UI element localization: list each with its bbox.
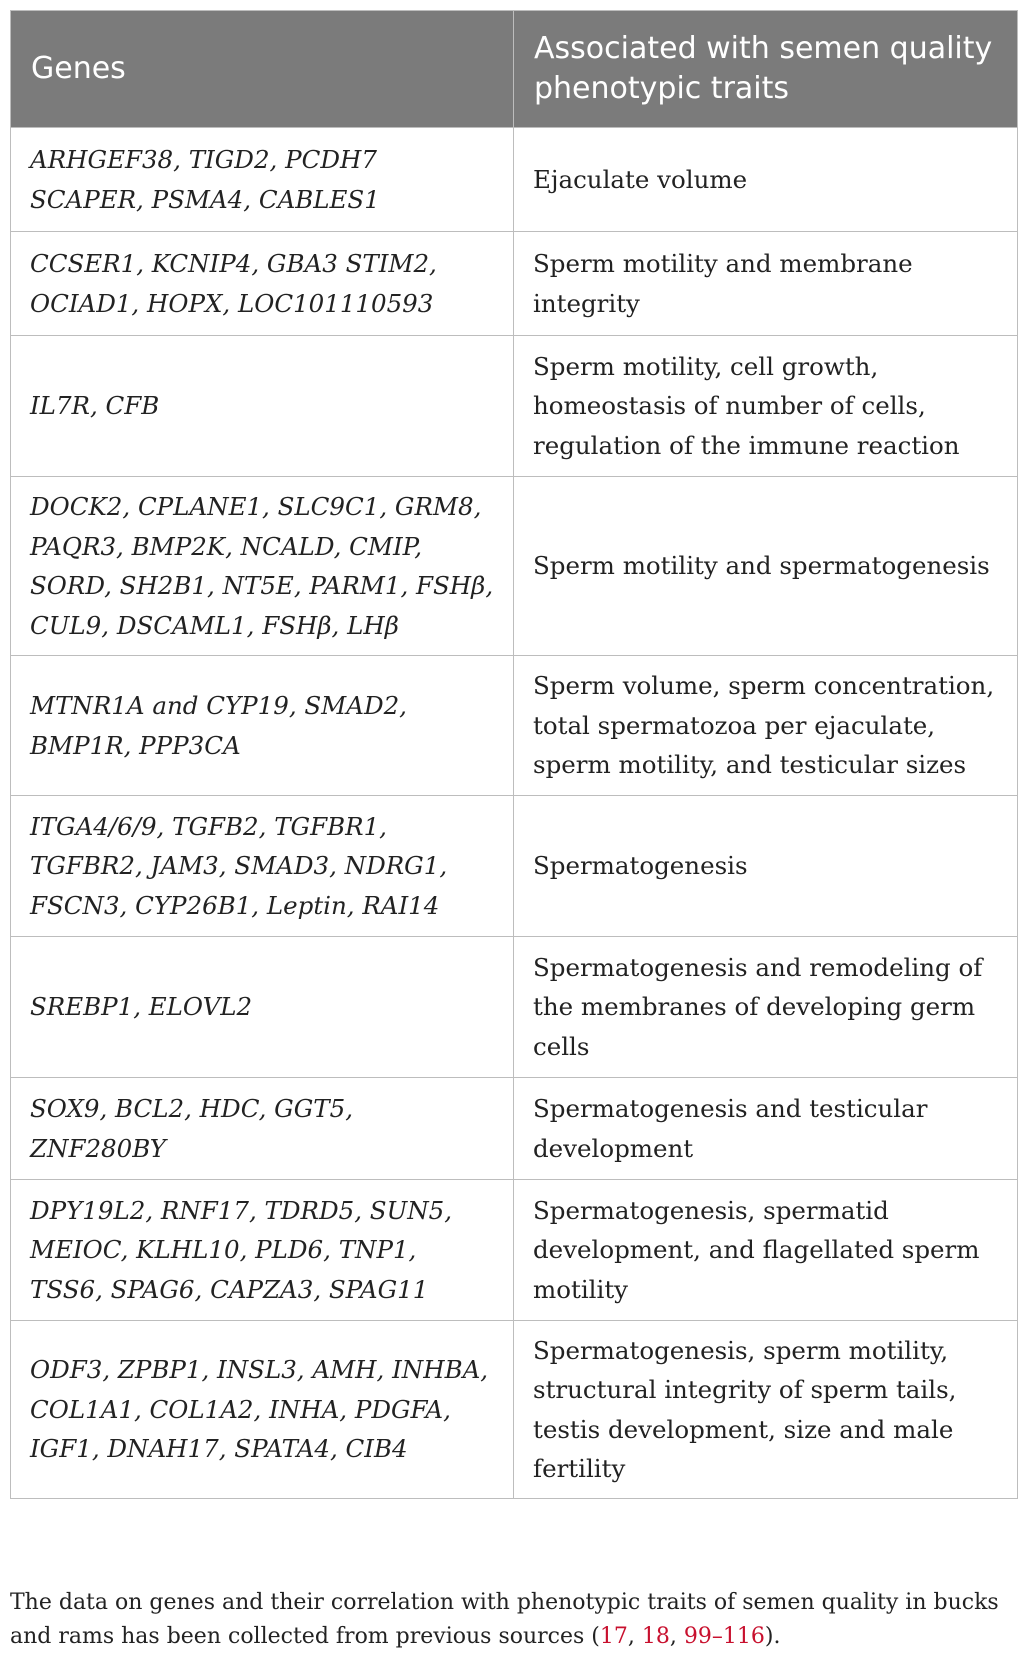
reference-link[interactable]: 17 bbox=[599, 1624, 628, 1649]
trait-cell: Sperm volume, sperm concentration, total spermatozoa per ejaculate, sperm motility, and testicular sizes bbox=[514, 656, 1018, 796]
genes-cell: IL7R, CFB bbox=[11, 336, 514, 477]
footnote-separator: , bbox=[627, 1624, 642, 1649]
trait-cell: Ejaculate volume bbox=[514, 128, 1018, 232]
header-row bbox=[11, 11, 1018, 128]
table-footnote bbox=[10, 1586, 1020, 1654]
trait-cell: Spermatogenesis, sperm motility, structural integrity of sperm tails, testis development, size and male fertility bbox=[514, 1321, 1018, 1499]
reference-link[interactable]: 99–116 bbox=[683, 1624, 765, 1649]
table-row bbox=[11, 1321, 1018, 1499]
trait-cell: Sperm motility and spermatogenesis bbox=[514, 477, 1018, 656]
table-row bbox=[11, 336, 1018, 477]
table-row bbox=[11, 656, 1018, 796]
trait-cell: Spermatogenesis, spermatid development, and flagellated sperm motility bbox=[514, 1180, 1018, 1321]
table-row bbox=[11, 937, 1018, 1078]
genes-cell: ITGA4/6/9, TGFB2, TGFBR1, TGFBR2, JAM3, SMAD3, NDRG1, FSCN3, CYP26B1, Leptin, RAI14 bbox=[11, 796, 514, 937]
genes-cell: DOCK2, CPLANE1, SLC9C1, GRM8, PAQR3, BMP2K, NCALD, CMIP, SORD, SH2B1, NT5E, PARM1, FSHβ, CUL9, DSCAML1, FSHβ, LHβ bbox=[11, 477, 514, 656]
footnote-separator: , bbox=[669, 1624, 684, 1649]
footnote-text: The data on genes and their correlation with phenotypic traits of semen quality in bucks and rams has been collected from previous sources ( bbox=[10, 1590, 999, 1649]
trait-cell: Spermatogenesis and remodeling of the membranes of developing germ cells bbox=[514, 937, 1018, 1078]
table-row bbox=[11, 796, 1018, 937]
genes-cell: ARHGEF38, TIGD2, PCDH7 SCAPER, PSMA4, CABLES1 bbox=[11, 128, 514, 232]
header-genes: Genes bbox=[11, 11, 514, 128]
table-row bbox=[11, 1180, 1018, 1321]
genes-cell: SOX9, BCL2, HDC, GGT5, ZNF280BY bbox=[11, 1078, 514, 1180]
trait-cell: Spermatogenesis and testicular development bbox=[514, 1078, 1018, 1180]
table-row bbox=[11, 1078, 1018, 1180]
trait-cell: Spermatogenesis bbox=[514, 796, 1018, 937]
genes-traits-table bbox=[10, 10, 1018, 1499]
genes-cell: ODF3, ZPBP1, INSL3, AMH, INHBA, COL1A1, COL1A2, INHA, PDGFA, IGF1, DNAH17, SPATA4, CIB4 bbox=[11, 1321, 514, 1499]
header-traits: Associated with semen quality phenotypic traits bbox=[514, 11, 1018, 128]
trait-cell: Sperm motility and membrane integrity bbox=[514, 232, 1018, 336]
table-row bbox=[11, 128, 1018, 232]
genes-cell: DPY19L2, RNF17, TDRD5, SUN5, MEIOC, KLHL10, PLD6, TNP1, TSS6, SPAG6, CAPZA3, SPAG11 bbox=[11, 1180, 514, 1321]
table-row bbox=[11, 232, 1018, 336]
genes-cell: MTNR1A and CYP19, SMAD2, BMP1R, PPP3CA bbox=[11, 656, 514, 796]
reference-link[interactable]: 18 bbox=[641, 1624, 670, 1649]
genes-cell: SREBP1, ELOVL2 bbox=[11, 937, 514, 1078]
genes-cell: CCSER1, KCNIP4, GBA3 STIM2, OCIAD1, HOPX, LOC101110593 bbox=[11, 232, 514, 336]
table-row bbox=[11, 477, 1018, 656]
footnote-end: ). bbox=[764, 1624, 781, 1649]
genes-table-container bbox=[10, 10, 1017, 1499]
trait-cell: Sperm motility, cell growth, homeostasis of number of cells, regulation of the immune reaction bbox=[514, 336, 1018, 477]
